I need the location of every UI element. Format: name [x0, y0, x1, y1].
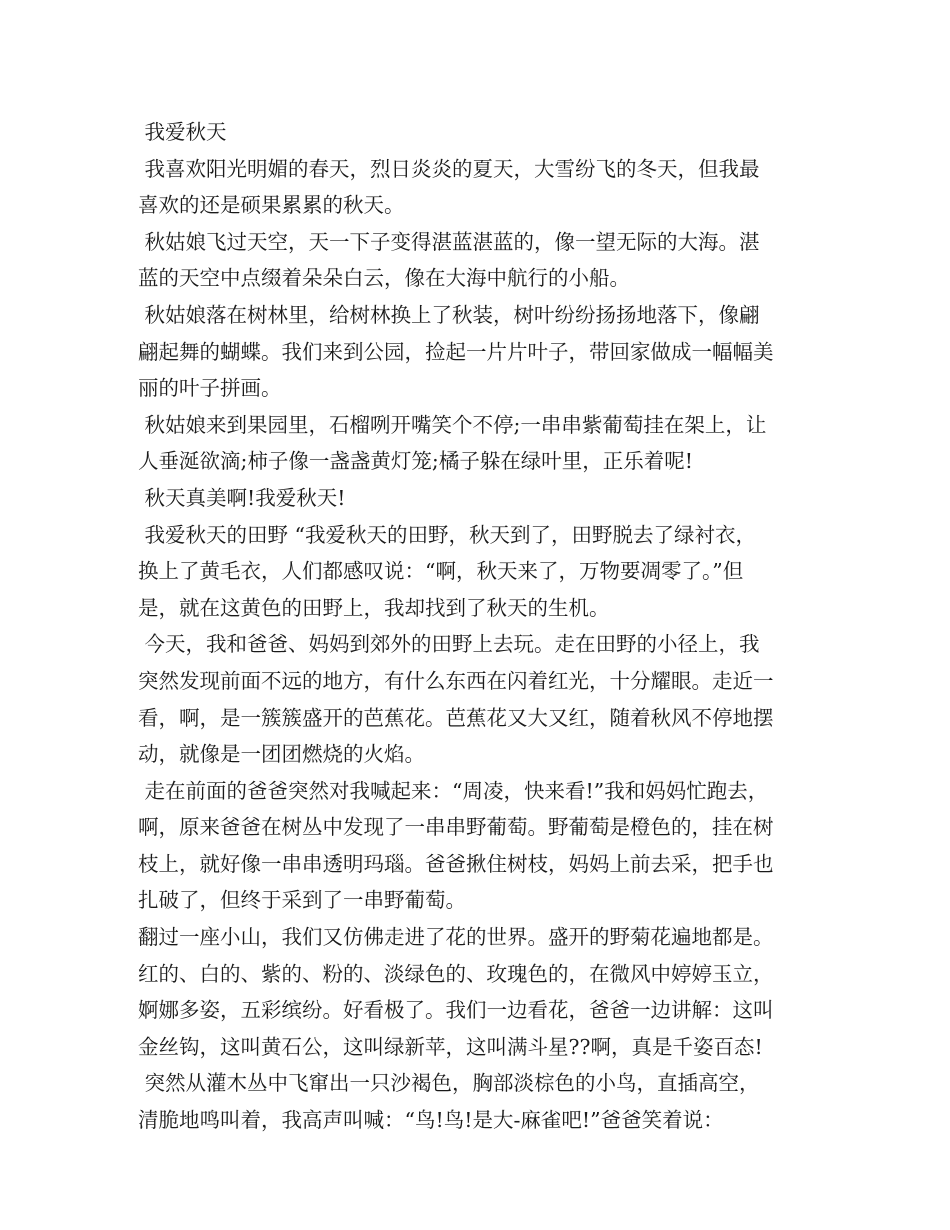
text-line: 扎破了，但终于采到了一串野葡萄。: [138, 888, 466, 913]
text-line: 秋姑娘来到果园里，石榴咧开嘴笑个不停;一串串紫葡萄挂在架上，让: [138, 412, 767, 437]
text-line: 秋天真美啊!我爱秋天!: [138, 485, 346, 510]
text-line: 走在前面的爸爸突然对我喊起来：“周凌，快来看!”我和妈妈忙跑去，: [138, 778, 769, 803]
text-line: 翩起舞的蝴蝶。我们来到公园，捡起一片片叶子，带回家做成一幅幅美: [138, 339, 774, 364]
text-line: 蓝的天空中点缀着朵朵白云，像在大海中航行的小船。: [138, 266, 630, 291]
text-line: 清脆地鸣叫着，我高声叫喊：“鸟!鸟!是大-麻雀吧!”爸爸笑着说：: [138, 1108, 724, 1133]
text-line: 喜欢的还是硕果累累的秋天。: [138, 193, 405, 218]
text-line: 秋姑娘落在树林里，给树林换上了秋装，树叶纷纷扬扬地落下，像翩: [138, 302, 760, 327]
text-line: 人垂涎欲滴;柿子像一盏盏黄灯笼;橘子躲在绿叶里，正乐着呢!: [138, 449, 694, 474]
text-line: 今天，我和爸爸、妈妈到郊外的田野上去玩。走在田野的小径上，我: [138, 632, 760, 657]
text-line: 枝上，就好像一串串透明玛瑙。爸爸揪住树枝，妈妈上前去采，把手也: [138, 851, 774, 876]
text-line: 我喜欢阳光明媚的春天，烈日炎炎的夏天，大雪纷飞的冬天，但我最: [138, 156, 760, 181]
text-line: 看，啊，是一簇簇盛开的芭蕉花。芭蕉花又大又红，随着秋风不停地摆: [138, 705, 774, 730]
text-line: 金丝钩，这叫黄石公，这叫绿新苹，这叫满斗星??啊，真是千姿百态!: [138, 1034, 763, 1059]
text-line: 婀娜多姿，五彩缤纷。好看极了。我们一边看花，爸爸一边讲解：这叫: [138, 998, 774, 1023]
text-line: 我爱秋天的田野 “我爱秋天的田野，秋天到了，田野脱去了绿衬衣，: [138, 522, 757, 547]
text-line: 换上了黄毛衣，人们都感叹说：“啊，秋天来了，万物要凋零了。”但: [138, 559, 744, 584]
text-line: 翻过一座小山，我们又仿佛走进了花的世界。盛开的野菊花遍地都是。: [138, 925, 774, 950]
document-page: [138, 114, 818, 1139]
text-line: 突然发现前面不远的地方，有什么东西在闪着红光，十分耀眼。走近一: [138, 668, 774, 693]
text-line: 红的、白的、紫的、粉的、淡绿色的、玫瑰色的，在微风中婷婷玉立，: [138, 961, 774, 986]
text-line: 啊，原来爸爸在树丛中发现了一串串野葡萄。野葡萄是橙色的，挂在树: [138, 815, 774, 840]
document-title: 我爱秋天: [138, 120, 227, 144]
text-line: 是，就在这黄色的田野上，我却找到了秋天的生机。: [138, 595, 610, 620]
text-line: 丽的叶子拼画。: [138, 376, 282, 401]
text-line: 秋姑娘飞过天空，天一下子变得湛蓝湛蓝的，像一望无际的大海。湛: [138, 229, 760, 254]
text-line: 动，就像是一团团燃烧的火焰。: [138, 742, 425, 767]
text-line: 突然从灌木丛中飞窜出一只沙褐色，胸部淡棕色的小鸟，直插高空，: [138, 1071, 760, 1096]
